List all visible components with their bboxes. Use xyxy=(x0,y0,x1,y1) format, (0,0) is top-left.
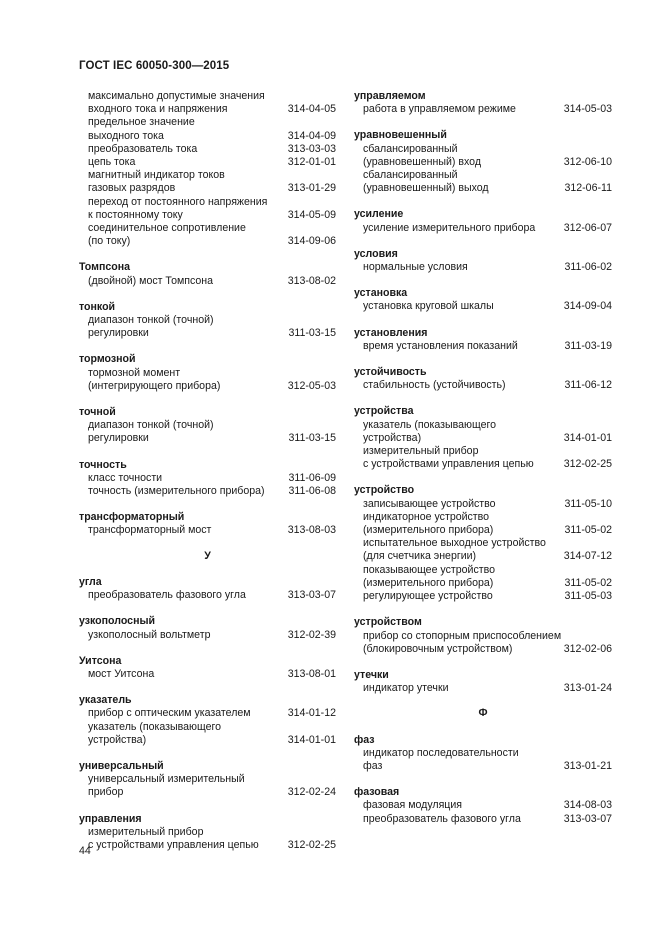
index-section xyxy=(79,576,336,602)
index-entry xyxy=(354,550,612,563)
entry-term: измерительный прибор xyxy=(88,825,204,838)
index-section xyxy=(354,616,612,656)
index-keyword: фазовая xyxy=(354,786,400,799)
index-keyword: точной xyxy=(79,406,116,419)
entry-code: 314-01-01 xyxy=(563,431,612,444)
index-section xyxy=(79,694,336,747)
entry-code: 312-02-24 xyxy=(287,786,336,799)
entry-term: диапазон тонкой (точной) xyxy=(88,314,214,327)
entry-term: универсальный измерительный xyxy=(88,773,245,786)
index-section xyxy=(354,90,612,116)
index-entry xyxy=(79,485,336,498)
entry-term: стабильность (устойчивость) xyxy=(363,379,506,392)
entry-code: 312-02-25 xyxy=(563,458,612,471)
entry-term: фазовая модуляция xyxy=(363,799,463,812)
index-keyword: точность xyxy=(79,458,127,471)
index-entry xyxy=(354,630,612,643)
index-keyword: условия xyxy=(354,247,398,260)
index-entry xyxy=(79,116,336,129)
entry-term: предельное значение xyxy=(88,116,195,129)
index-keyword: управления xyxy=(79,812,142,825)
index-keyword: трансформаторный xyxy=(79,511,185,524)
entry-code: 311-05-02 xyxy=(564,524,612,537)
entry-code: 312-02-39 xyxy=(287,628,336,641)
entry-term: мост Уитсона xyxy=(88,667,155,680)
index-entry xyxy=(79,589,336,602)
entry-term: магнитный индикатор токов xyxy=(88,169,225,182)
index-entry xyxy=(79,707,336,720)
index-entry xyxy=(354,156,612,169)
index-entry xyxy=(354,340,612,353)
index-section xyxy=(354,734,612,774)
entry-code: 311-03-15 xyxy=(288,432,336,445)
index-entry xyxy=(79,524,336,537)
index-entry xyxy=(79,156,336,169)
entry-term: (измерительного прибора) xyxy=(363,576,494,589)
index-keyword: тормозной xyxy=(79,353,136,366)
entry-term: точность (измерительного прибора) xyxy=(88,485,265,498)
index-keyword: устройство xyxy=(354,484,415,497)
entry-code: 312-06-07 xyxy=(563,221,612,234)
entry-term: прибор xyxy=(88,786,124,799)
index-entry xyxy=(79,103,336,116)
entry-code: 312-02-06 xyxy=(563,642,612,655)
entry-term: нормальные условия xyxy=(363,261,468,274)
index-entry xyxy=(79,786,336,799)
index-entry xyxy=(354,379,612,392)
entry-term: индикаторное устройство xyxy=(363,510,490,523)
entry-code: 313-03-07 xyxy=(287,589,336,602)
entry-code: 314-05-03 xyxy=(563,103,612,116)
entry-term: прибор со стопорным приспособлением xyxy=(363,629,562,642)
index-section xyxy=(79,760,336,800)
index-entry xyxy=(79,734,336,747)
index-entry xyxy=(354,143,612,156)
index-keyword: устройством xyxy=(354,616,422,629)
index-entry xyxy=(354,458,612,471)
index-section xyxy=(79,655,336,681)
index-entry xyxy=(354,564,612,577)
index-entry xyxy=(354,511,612,524)
index-keyword: указатель xyxy=(79,694,132,707)
entry-code: 314-09-04 xyxy=(563,300,612,313)
index-entry xyxy=(79,143,336,156)
entry-term: с устройствами управления цепью xyxy=(88,838,259,851)
entry-term: усиление измерительного прибора xyxy=(363,221,536,234)
index-section xyxy=(79,90,336,248)
entry-term: регулировки xyxy=(88,327,149,340)
index-entry xyxy=(79,668,336,681)
entry-term: указатель (показывающего xyxy=(88,720,221,733)
index-entry xyxy=(354,432,612,445)
entry-term: время установления показаний xyxy=(363,339,518,352)
entry-code: 314-07-12 xyxy=(563,550,612,563)
index-section xyxy=(79,261,336,287)
index-entry xyxy=(354,760,612,773)
index-keyword: управляемом xyxy=(354,90,426,102)
index-entry xyxy=(354,445,612,458)
entry-code: 312-06-10 xyxy=(563,155,612,168)
index-entry xyxy=(354,682,612,695)
index-section xyxy=(354,669,612,695)
entry-code: 312-01-01 xyxy=(287,156,336,169)
entry-code: 314-01-01 xyxy=(287,733,336,746)
index-keyword: устройства xyxy=(354,405,414,418)
index-entry xyxy=(79,419,336,432)
index-section xyxy=(79,353,336,393)
entry-code: 314-01-12 xyxy=(287,707,336,720)
index-entry xyxy=(79,721,336,734)
entry-term: (двойной) мост Томпсона xyxy=(88,274,214,287)
index-section xyxy=(79,301,336,341)
entry-code: 311-03-19 xyxy=(564,339,612,352)
index-entry xyxy=(354,577,612,590)
entry-code: 313-01-21 xyxy=(563,759,612,772)
entry-code: 313-08-02 xyxy=(287,274,336,287)
entry-term: указатель (показывающего xyxy=(363,418,496,431)
index-entry xyxy=(79,222,336,235)
entry-term: переход от постоянного напряжения xyxy=(88,195,268,208)
index-entry xyxy=(79,839,336,852)
entry-term: максимально допустимые значения xyxy=(88,90,265,102)
index-section xyxy=(79,511,336,537)
index-entry xyxy=(354,182,612,195)
entry-term: индикатор последовательности xyxy=(363,746,519,759)
index-entry xyxy=(79,826,336,839)
index-keyword: установления xyxy=(354,326,428,339)
index-entry xyxy=(79,629,336,642)
index-entry xyxy=(79,367,336,380)
entry-term: регулирующее устройство xyxy=(363,590,493,603)
index-section xyxy=(79,406,336,446)
entry-term: (по току) xyxy=(88,235,131,248)
index-entry xyxy=(354,498,612,511)
alphabet-letter-heading: У xyxy=(204,549,211,562)
index-keyword: утечки xyxy=(354,668,389,681)
index-entry xyxy=(79,209,336,222)
entry-term: к постоянному току xyxy=(88,208,183,221)
index-section xyxy=(354,786,612,826)
entry-code: 312-05-03 xyxy=(287,379,336,392)
index-column-left xyxy=(79,90,336,852)
entry-term: цепь тока xyxy=(88,156,136,169)
entry-term: (уравновешенный) вход xyxy=(363,155,481,168)
entry-code: 313-03-07 xyxy=(563,812,612,825)
entry-code: 313-01-29 xyxy=(287,182,336,195)
page-header: ГОСТ IEC 60050-300—2015 xyxy=(79,60,230,72)
index-keyword: устойчивость xyxy=(354,366,427,379)
index-section xyxy=(354,327,612,353)
index-entry xyxy=(354,747,612,760)
entry-code: 311-05-02 xyxy=(564,576,612,589)
page-number: 44 xyxy=(79,845,91,857)
index-section xyxy=(354,484,612,603)
index-entry xyxy=(354,813,612,826)
index-keyword: уравновешенный xyxy=(354,129,447,142)
entry-code: 311-03-15 xyxy=(288,327,336,340)
entry-term: (блокировочным устройством) xyxy=(363,642,513,655)
entry-term: с устройствами управления цепью xyxy=(363,458,534,471)
entry-term: прибор с оптическим указателем xyxy=(88,707,251,720)
index-entry xyxy=(79,380,336,393)
index-entry xyxy=(354,261,612,274)
entry-term: фаз xyxy=(363,759,383,772)
index-keyword: Уитсона xyxy=(79,654,122,667)
index-section xyxy=(354,287,612,313)
index-entry xyxy=(79,275,336,288)
entry-term: устройства) xyxy=(363,431,422,444)
index-entry xyxy=(354,300,612,313)
entry-code: 314-08-03 xyxy=(563,799,612,812)
index-keyword: усиление xyxy=(354,208,404,221)
entry-term: работа в управляемом режиме xyxy=(363,103,516,116)
entry-term: индикатор утечки xyxy=(363,682,449,695)
entry-term: измерительный прибор xyxy=(363,445,479,458)
entry-code: 312-06-11 xyxy=(564,182,612,195)
index-entry xyxy=(354,590,612,603)
entry-term: испытательное выходное устройство xyxy=(363,537,546,550)
entry-term: показывающее устройство xyxy=(363,563,495,576)
index-keyword: узкополосный xyxy=(79,615,156,628)
entry-code: 311-06-08 xyxy=(288,485,336,498)
entry-code: 311-06-02 xyxy=(564,261,612,274)
index-entry xyxy=(79,169,336,182)
index-section xyxy=(354,366,612,392)
entry-code: 312-02-25 xyxy=(287,838,336,851)
index-keyword: Томпсона xyxy=(79,261,131,274)
entry-code: 311-05-03 xyxy=(564,590,612,603)
alphabet-letter-heading: Ф xyxy=(478,707,488,720)
index-entry xyxy=(79,130,336,143)
entry-code: 311-06-09 xyxy=(288,471,336,484)
index-entry xyxy=(354,103,612,116)
entry-code: 311-05-10 xyxy=(564,497,612,510)
index-section xyxy=(79,813,336,853)
index-entry xyxy=(79,773,336,786)
entry-term: преобразователь тока xyxy=(88,142,198,155)
entry-code: 311-06-12 xyxy=(564,379,612,392)
entry-term: записывающее устройство xyxy=(363,497,496,510)
index-entry xyxy=(354,169,612,182)
index-entry xyxy=(79,235,336,248)
index-entry xyxy=(354,537,612,550)
entry-term: тормозной момент xyxy=(88,366,181,379)
entry-code: 314-05-09 xyxy=(287,208,336,221)
index-entry xyxy=(354,524,612,537)
entry-term: установка круговой шкалы xyxy=(363,300,494,313)
entry-term: узкополосный вольтметр xyxy=(88,628,211,641)
index-entry xyxy=(354,643,612,656)
entry-code: 313-01-24 xyxy=(563,682,612,695)
index-keyword: угла xyxy=(79,575,102,588)
index-section xyxy=(354,248,612,274)
entry-code: 313-03-03 xyxy=(287,142,336,155)
entry-code: 314-04-09 xyxy=(287,129,336,142)
index-keyword: установка xyxy=(354,287,408,300)
entry-term: газовых разрядов xyxy=(88,182,176,195)
index-column-right xyxy=(354,90,612,826)
index-entry xyxy=(79,314,336,327)
index-section xyxy=(354,208,612,234)
index-section xyxy=(354,129,612,195)
entry-code: 314-04-05 xyxy=(287,103,336,116)
entry-term: преобразователь фазового угла xyxy=(363,812,521,825)
entry-term: сбалансированный xyxy=(363,169,458,182)
index-entry xyxy=(354,222,612,235)
index-section xyxy=(79,615,336,641)
entry-term: класс точности xyxy=(88,471,163,484)
index-entry xyxy=(354,799,612,812)
index-keyword: фаз xyxy=(354,733,375,746)
entry-term: сбалансированный xyxy=(363,142,458,155)
entry-term: трансформаторный мост xyxy=(88,524,212,537)
entry-term: соединительное сопротивление xyxy=(88,222,246,235)
index-entry xyxy=(79,472,336,485)
index-keyword: универсальный xyxy=(79,759,164,772)
entry-term: (интегрирующего прибора) xyxy=(88,379,221,392)
entry-term: преобразователь фазового угла xyxy=(88,589,246,602)
index-entry xyxy=(79,327,336,340)
index-entry xyxy=(79,182,336,195)
entry-code: 313-08-01 xyxy=(287,667,336,680)
entry-code: 314-09-06 xyxy=(287,235,336,248)
entry-term: (уравновешенный) выход xyxy=(363,182,489,195)
index-section xyxy=(354,405,612,471)
entry-term: диапазон тонкой (точной) xyxy=(88,419,214,432)
entry-code: 313-08-03 xyxy=(287,524,336,537)
index-entry xyxy=(79,90,336,103)
entry-term: регулировки xyxy=(88,432,149,445)
entry-term: (измерительного прибора) xyxy=(363,524,494,537)
index-section xyxy=(79,459,336,499)
entry-term: (для счетчика энергии) xyxy=(363,550,477,563)
entry-term: устройства) xyxy=(88,733,147,746)
entry-term: входного тока и напряжения xyxy=(88,103,228,116)
index-entry xyxy=(79,432,336,445)
index-keyword: тонкой xyxy=(79,300,116,313)
index-entry xyxy=(79,196,336,209)
entry-term: выходного тока xyxy=(88,129,164,142)
index-entry xyxy=(354,419,612,432)
